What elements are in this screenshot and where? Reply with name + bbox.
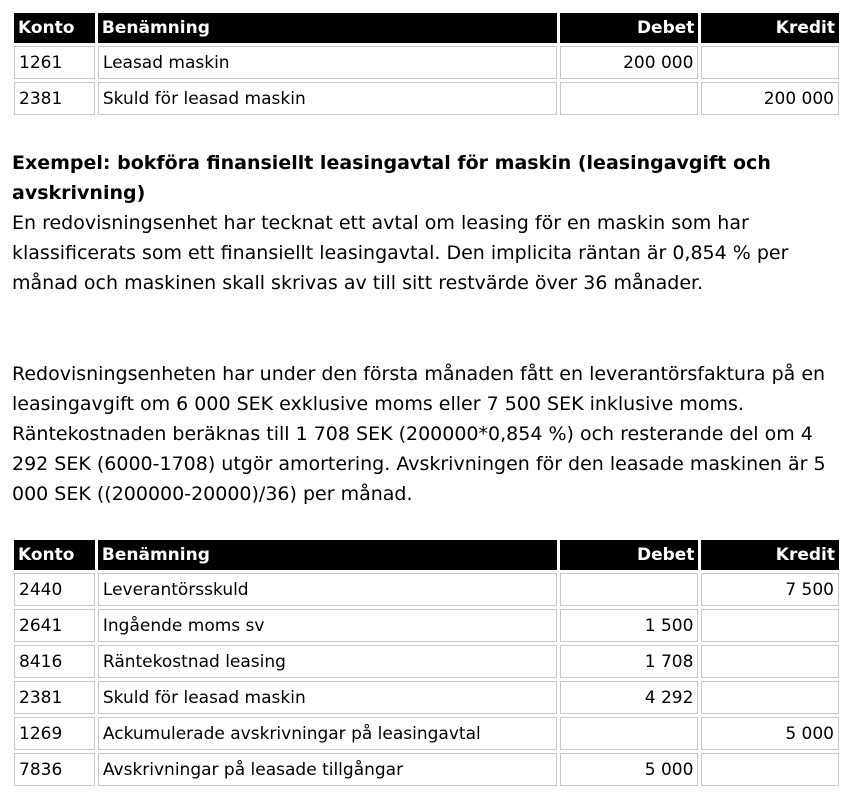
header-konto: Konto <box>14 540 95 570</box>
cell-kredit: 200 000 <box>701 82 839 115</box>
table-row <box>14 753 839 786</box>
cell-debet: 5 000 <box>560 753 699 786</box>
cell-kredit <box>701 681 839 714</box>
cell-debet: 1 500 <box>560 609 699 642</box>
header-debet: Debet <box>560 540 699 570</box>
cell-debet: 200 000 <box>560 46 699 79</box>
cell-debet <box>560 717 699 750</box>
cell-kredit <box>701 753 839 786</box>
table-row <box>14 46 839 79</box>
cell-konto: 7836 <box>14 753 95 786</box>
cell-debet <box>560 82 699 115</box>
header-debet: Debet <box>560 13 699 43</box>
header-benamning: Benämning <box>98 540 557 570</box>
table-header-row <box>14 540 839 570</box>
example-heading: Exempel: bokföra finansiellt leasingavtal för maskin (leasingavgift och avskrivning) <box>12 152 771 204</box>
cell-konto: 2641 <box>14 609 95 642</box>
cell-konto: 8416 <box>14 645 95 678</box>
table-row <box>14 645 839 678</box>
cell-benamning: Ackumulerade avskrivningar på leasingavtal <box>98 717 557 750</box>
table-row <box>14 717 839 750</box>
cell-konto: 2440 <box>14 573 95 606</box>
cell-kredit: 5 000 <box>701 717 839 750</box>
cell-benamning: Avskrivningar på leasade tillgångar <box>98 753 557 786</box>
cell-konto: 2381 <box>14 82 95 115</box>
header-konto: Konto <box>14 13 95 43</box>
cell-benamning: Leasad maskin <box>98 46 557 79</box>
cell-konto: 2381 <box>14 681 95 714</box>
cell-debet <box>560 573 699 606</box>
cell-benamning: Skuld för leasad maskin <box>98 82 557 115</box>
table-row <box>14 681 839 714</box>
header-kredit: Kredit <box>701 540 839 570</box>
cell-konto: 1261 <box>14 46 95 79</box>
cell-benamning: Skuld för leasad maskin <box>98 681 557 714</box>
header-kredit: Kredit <box>701 13 839 43</box>
ledger-table-monthly <box>11 537 842 789</box>
cell-kredit <box>701 46 839 79</box>
table-row <box>14 573 839 606</box>
cell-kredit <box>701 645 839 678</box>
cell-benamning: Ingående moms sv <box>98 609 557 642</box>
cell-benamning: Räntekostnad leasing <box>98 645 557 678</box>
cell-debet: 4 292 <box>560 681 699 714</box>
cell-kredit: 7 500 <box>701 573 839 606</box>
header-benamning: Benämning <box>98 13 557 43</box>
example-paragraph-details: Redovisningsenheten har under den första månaden fått en leverantörsfaktura på en leasingavgift om 6 000 SEK exklusive moms eller 7 500 SEK inklusive moms. Räntekostnaden beräknas till 1 708 SEK (200000*0,854 %) och resterande del om 4 292 SEK (6000-1708) utgör amortering. Avskrivningen för den leasade maskinen är 5 000 SEK ((200000-20000)/36) per månad. <box>12 363 826 505</box>
table-header-row <box>14 13 839 43</box>
ledger-table-initial <box>11 10 842 118</box>
table-row <box>14 609 839 642</box>
cell-debet: 1 708 <box>560 645 699 678</box>
example-paragraph-intro: En redovisningsenhet har tecknat ett avtal om leasing för en maskin som har klassificerats som ett finansiellt leasingavtal. Den implicita räntan är 0,854 % per månad och maskinen skall skrivas av till sitt restvärde över 36 månader. <box>12 212 789 294</box>
cell-konto: 1269 <box>14 717 95 750</box>
cell-kredit <box>701 609 839 642</box>
table-row <box>14 82 839 115</box>
cell-benamning: Leverantörsskuld <box>98 573 557 606</box>
